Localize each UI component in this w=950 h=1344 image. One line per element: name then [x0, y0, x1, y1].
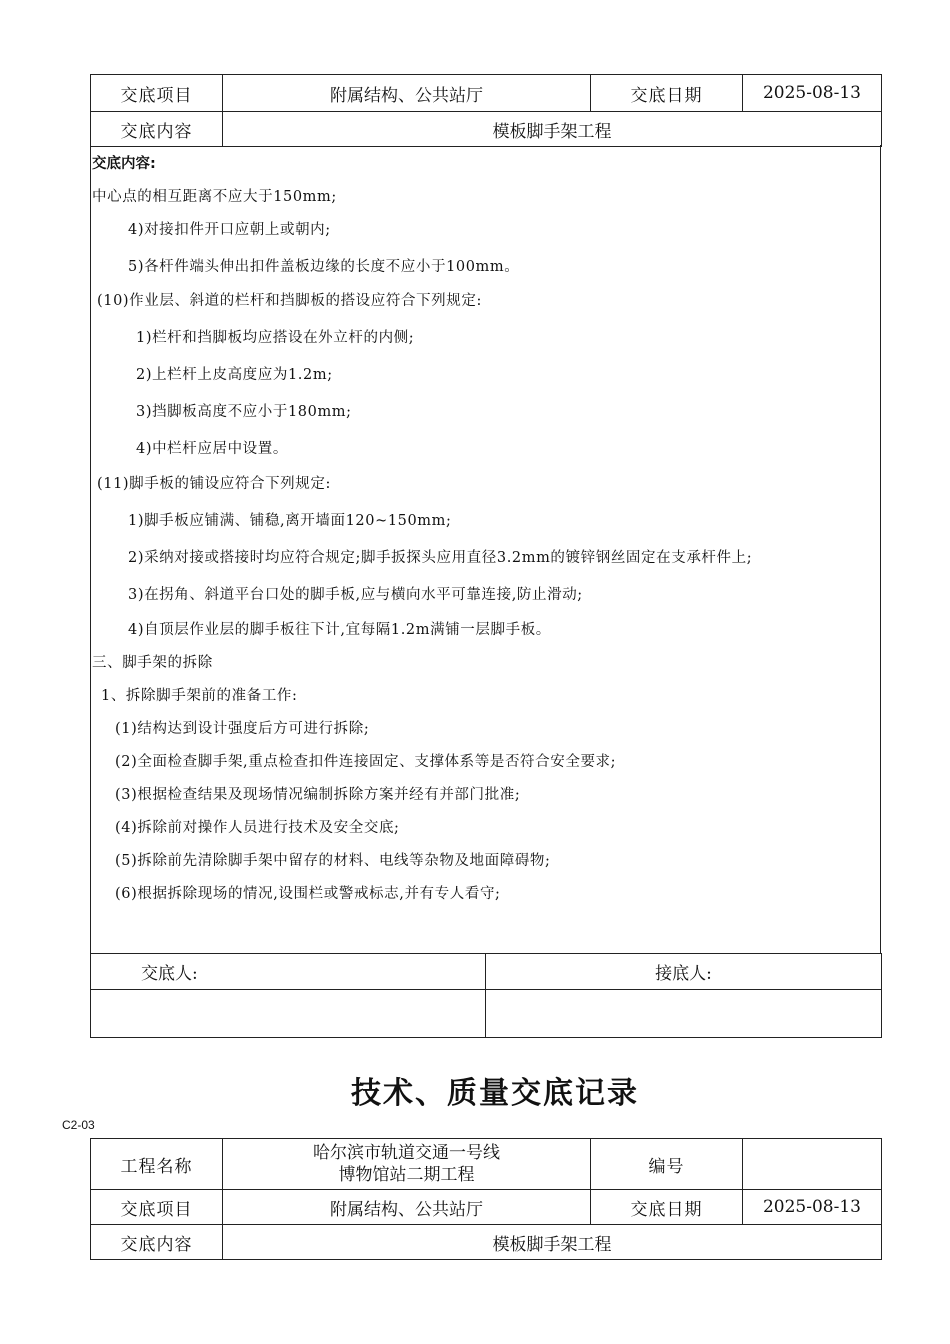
content-line: (10)作业层、斜道的栏杆和挡脚板的搭设应符合下列规定: — [97, 293, 482, 309]
giver-label: 交底人: — [91, 954, 486, 990]
content-line: (2)全面检查脚手架,重点检查扣件连接固定、支撑体系等是否符合安全要求; — [115, 754, 617, 770]
receiver-label: 接底人: — [486, 954, 882, 990]
date-label: 交底日期 — [591, 1190, 743, 1225]
project-name-line-1: 哈尔滨市轨道交通一号线 — [313, 1143, 500, 1163]
content-line: (1)结构达到设计强度后方可进行拆除; — [115, 721, 370, 737]
content-value: 模板脚手架工程 — [223, 1225, 882, 1260]
content-line: 三、脚手架的拆除 — [92, 655, 213, 671]
content-line: 2)上栏杆上皮高度应为1.2m; — [136, 367, 333, 383]
project-name-value — [223, 1139, 591, 1190]
number-label: 编号 — [591, 1139, 743, 1190]
content-line: 4)中栏杆应居中设置。 — [136, 441, 288, 457]
bottom-row-project — [91, 1190, 882, 1225]
content-label: 交底内容 — [91, 1225, 223, 1260]
project-name-line-2: 博物馆站二期工程 — [338, 1165, 475, 1185]
content-line: 4)对接扣件开口应朝上或朝内; — [128, 222, 331, 238]
content-label: 交底内容 — [91, 112, 223, 147]
form-code: C2-03 — [62, 1118, 95, 1132]
signature-label-row — [91, 954, 882, 990]
top-row-project — [91, 75, 882, 112]
content-line: (11)脚手板的铺设应符合下列规定: — [97, 476, 331, 492]
top-row-content — [91, 112, 882, 147]
top-header-table — [90, 74, 882, 147]
content-line: 1)栏杆和挡脚板均应搭设在外立杆的内侧; — [136, 330, 415, 346]
form-title: 技术、质量交底记录 — [351, 1076, 639, 1111]
giver-signature-cell — [91, 990, 486, 1038]
signature-table — [90, 953, 882, 1038]
date-value: 2025-08-13 — [743, 75, 882, 112]
content-heading: 交底内容: — [92, 156, 156, 172]
content-line: 中心点的相互距离不应大于150mm; — [92, 189, 337, 205]
bottom-row-content — [91, 1225, 882, 1260]
content-line: 5)各杆件端头伸出扣件盖板边缘的长度不应小于100mm。 — [128, 259, 520, 275]
project-value: 附属结构、公共站厅 — [223, 75, 591, 112]
content-line: 3)挡脚板高度不应小于180mm; — [136, 404, 352, 420]
project-name-label: 工程名称 — [91, 1139, 223, 1190]
receiver-signature-cell — [486, 990, 882, 1038]
content-line: (6)根据拆除现场的情况,设围栏或警戒标志,并有专人看守; — [115, 886, 501, 902]
content-line: (5)拆除前先清除脚手架中留存的材料、电线等杂物及地面障碍物; — [115, 853, 551, 869]
content-body — [90, 145, 881, 953]
project-label: 交底项目 — [91, 1190, 223, 1225]
content-line: 3)在拐角、斜道平台口处的脚手板,应与横向水平可靠连接,防止滑动; — [128, 587, 583, 603]
content-line: 4)自顶层作业层的脚手板往下计,宜每隔1.2m满铺一层脚手板。 — [128, 622, 551, 638]
bottom-header-table — [90, 1138, 882, 1260]
date-value: 2025-08-13 — [743, 1190, 882, 1225]
signature-blank-row — [91, 990, 882, 1038]
content-line: (4)拆除前对操作人员进行技术及安全交底; — [115, 820, 400, 836]
date-label: 交底日期 — [591, 75, 743, 112]
content-line: 1、拆除脚手架前的准备工作: — [101, 688, 298, 704]
content-line: 1)脚手板应铺满、铺稳,离开墙面120~150mm; — [128, 513, 452, 529]
number-value — [743, 1139, 882, 1190]
content-line: (3)根据检查结果及现场情况编制拆除方案并经有并部门批准; — [115, 787, 521, 803]
project-label: 交底项目 — [91, 75, 223, 112]
project-value: 附属结构、公共站厅 — [223, 1190, 591, 1225]
bottom-row-project-name — [91, 1139, 882, 1190]
content-value: 模板脚手架工程 — [223, 112, 882, 147]
content-line: 2)采纳对接或搭接时均应符合规定;脚手扳探头应用直径3.2mm的镀锌钢丝固定在支承杆件上; — [128, 550, 753, 566]
